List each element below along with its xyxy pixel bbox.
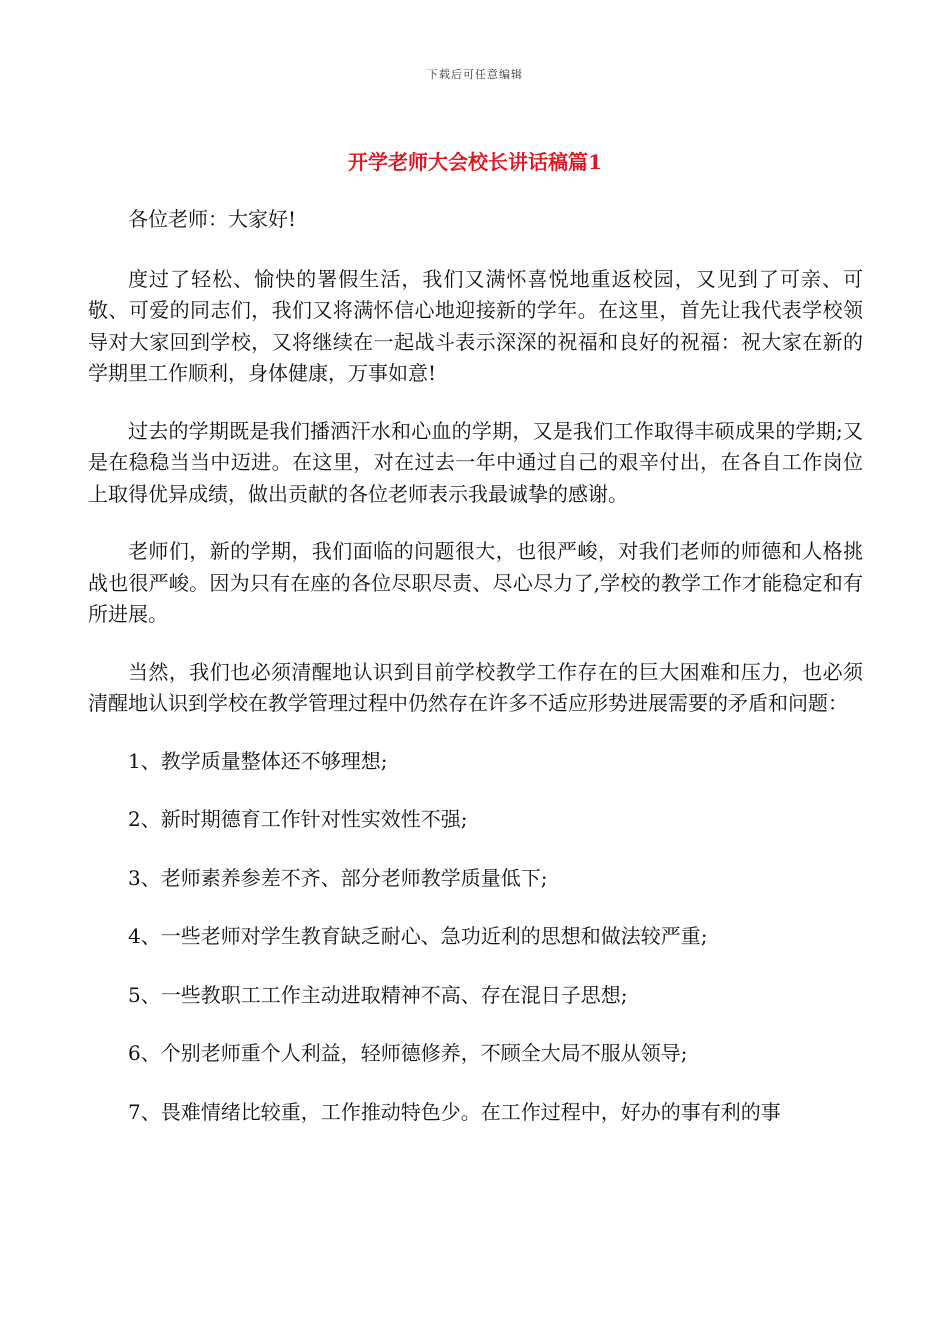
body-paragraph: 老师们，新的学期，我们面临的问题很大，也很严峻，对我们老师的师德和人格挑战也很严峻。因为只有在座的各位尽职尽责、尽心尽力了,学校的教学工作才能稳定和有所进展。	[88, 539, 863, 626]
document-body	[88, 204, 863, 1155]
list-item: 3、老师素养参差不齐、部分老师教学质量低下;	[128, 865, 548, 890]
list-item: 6、个别老师重个人利益，轻师德修养，不顾全大局不服从领导;	[128, 1041, 688, 1065]
list-item: 1、教学质量整体还不够理想;	[128, 748, 388, 773]
body-paragraph: 度过了轻松、愉快的署假生活，我们又满怀喜悦地重返校园，又见到了可亲、可敬、可爱的同志们，我们又将满怀信心地迎接新的学年。在这里，首先让我代表学校领导对大家回到学校，又将继续在一起战斗表示深深的祝福和良好的祝福：祝大家在新的学期里工作顺利，身体健康，万事如意!	[88, 266, 863, 385]
list-item: 5、一些教职工工作主动进取精神不高、存在混日子思想;	[128, 982, 628, 1007]
problem-list	[88, 746, 863, 1129]
body-paragraph: 当然，我们也必须清醒地认识到目前学校教学工作存在的巨大困难和压力，也必须清醒地认识到学校在教学管理过程中仍然存在许多不适应形势进展需要的矛盾和问题：	[88, 659, 863, 715]
body-paragraph: 过去的学期既是我们播洒汗水和心血的学期，又是我们工作取得丰硕成果的学期;又是在稳稳当当中迈进。在这里，对在过去一年中通过自己的艰辛付出，在各自工作岗位上取得优异成绩，做出贡献的各位老师表示我最诚挚的感谢。	[88, 418, 863, 506]
list-item: 7、畏难情绪比较重，工作推动特色少。在工作过程中，好办的事有利的事	[128, 1099, 781, 1124]
document-title: 开学老师大会校长讲话稿篇1	[348, 150, 602, 174]
list-item: 2、新时期德育工作针对性实效性不强;	[128, 807, 468, 831]
list-item: 4、一些老师对学生教育缺乏耐心、急功近利的思想和做法较严重;	[128, 924, 708, 948]
header-note: 下载后可任意编辑	[427, 68, 523, 81]
greeting-paragraph: 各位老师：大家好!	[128, 207, 297, 231]
